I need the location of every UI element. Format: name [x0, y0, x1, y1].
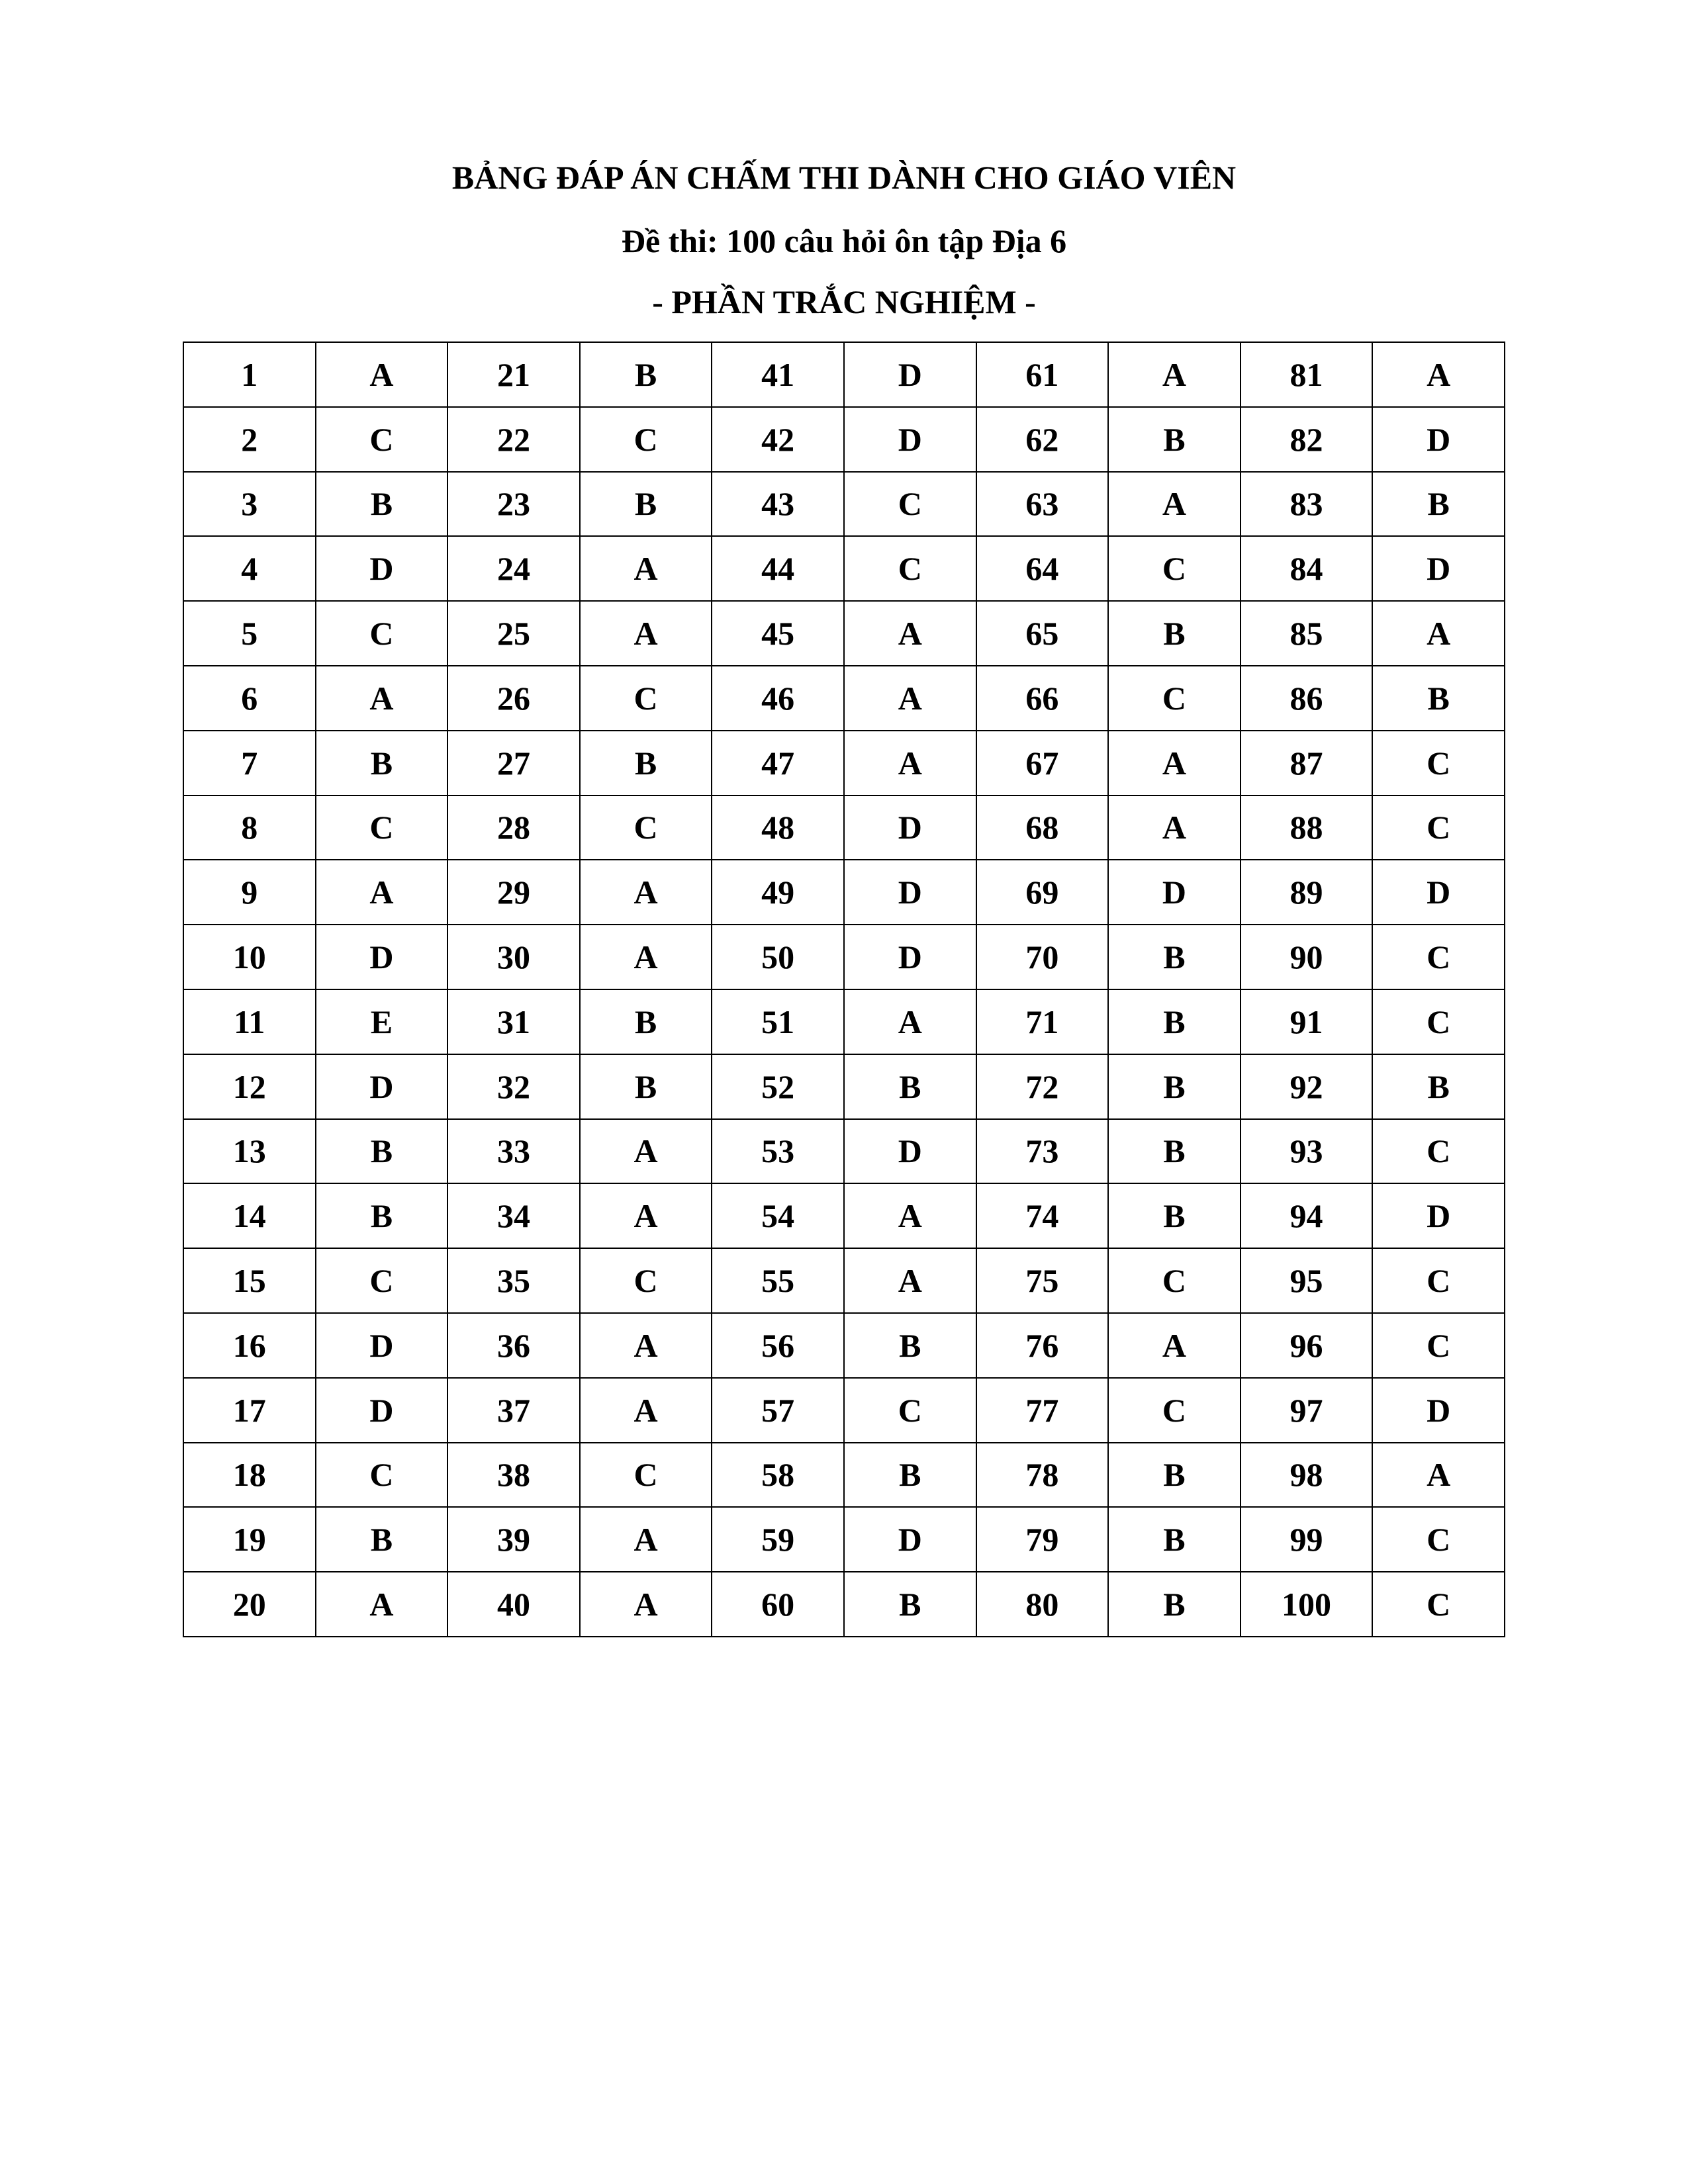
answer-cell: C — [316, 407, 448, 472]
answer-cell: C — [316, 1443, 448, 1508]
question-number-cell: 33 — [447, 1119, 580, 1184]
answer-cell: D — [1372, 1183, 1505, 1248]
question-number-cell: 32 — [447, 1054, 580, 1119]
question-number-cell: 18 — [183, 1443, 316, 1508]
question-number-cell: 76 — [976, 1313, 1109, 1378]
answer-cell: D — [1372, 407, 1505, 472]
question-number-cell: 27 — [447, 731, 580, 796]
answer-cell: D — [1372, 536, 1505, 601]
question-number-cell: 24 — [447, 536, 580, 601]
page-title: BẢNG ĐÁP ÁN CHẤM THI DÀNH CHO GIÁO VIÊN — [451, 159, 1237, 196]
table-row — [183, 796, 1505, 860]
question-number-cell: 89 — [1241, 860, 1373, 925]
question-number-cell: 10 — [183, 925, 316, 989]
question-number-cell: 8 — [183, 796, 316, 860]
table-row — [183, 1507, 1505, 1572]
question-number-cell: 72 — [976, 1054, 1109, 1119]
answer-cell: C — [580, 1248, 712, 1313]
question-number-cell: 97 — [1241, 1378, 1373, 1443]
section-heading: - PHẦN TRẮC NGHIỆM - — [652, 283, 1036, 320]
question-number-cell: 79 — [976, 1507, 1109, 1572]
answer-cell: C — [580, 407, 712, 472]
question-number-cell: 37 — [447, 1378, 580, 1443]
answer-cell: A — [580, 1572, 712, 1637]
answer-cell: A — [1108, 731, 1241, 796]
question-number-cell: 53 — [712, 1119, 844, 1184]
answer-cell: C — [580, 1443, 712, 1508]
answer-cell: A — [316, 1572, 448, 1637]
question-number-cell: 74 — [976, 1183, 1109, 1248]
answer-cell: B — [580, 731, 712, 796]
question-number-cell: 77 — [976, 1378, 1109, 1443]
table-row — [183, 536, 1505, 601]
question-number-cell: 9 — [183, 860, 316, 925]
answer-cell: B — [1372, 666, 1505, 731]
question-number-cell: 94 — [1241, 1183, 1373, 1248]
answer-cell: A — [1108, 796, 1241, 860]
answer-cell: B — [580, 989, 712, 1054]
answer-cell: A — [1108, 1313, 1241, 1378]
question-number-cell: 38 — [447, 1443, 580, 1508]
answer-cell: B — [580, 342, 712, 407]
question-number-cell: 39 — [447, 1507, 580, 1572]
answer-cell: A — [1372, 601, 1505, 666]
answer-cell: B — [1108, 1443, 1241, 1508]
answer-cell: B — [1108, 925, 1241, 989]
answer-cell: C — [844, 472, 976, 537]
answer-cell: B — [1108, 1054, 1241, 1119]
table-row — [183, 731, 1505, 796]
table-row — [183, 601, 1505, 666]
question-number-cell: 30 — [447, 925, 580, 989]
answer-cell: D — [844, 925, 976, 989]
answer-cell: C — [580, 666, 712, 731]
question-number-cell: 19 — [183, 1507, 316, 1572]
question-number-cell: 56 — [712, 1313, 844, 1378]
answer-cell: A — [1372, 342, 1505, 407]
answer-cell: C — [316, 796, 448, 860]
answer-cell: C — [1372, 1572, 1505, 1637]
question-number-cell: 54 — [712, 1183, 844, 1248]
answer-cell: C — [1108, 536, 1241, 601]
answer-cell: D — [316, 1378, 448, 1443]
question-number-cell: 57 — [712, 1378, 844, 1443]
answer-cell: D — [1372, 1378, 1505, 1443]
answer-cell: A — [844, 731, 976, 796]
answer-cell: D — [316, 1054, 448, 1119]
answer-cell: B — [844, 1443, 976, 1508]
answer-cell: B — [316, 1119, 448, 1184]
question-number-cell: 68 — [976, 796, 1109, 860]
answer-cell: B — [316, 1183, 448, 1248]
question-number-cell: 69 — [976, 860, 1109, 925]
question-number-cell: 7 — [183, 731, 316, 796]
table-row — [183, 989, 1505, 1054]
question-number-cell: 85 — [1241, 601, 1373, 666]
answer-cell: A — [580, 601, 712, 666]
question-number-cell: 6 — [183, 666, 316, 731]
answer-cell: C — [1372, 1313, 1505, 1378]
answer-cell: D — [844, 407, 976, 472]
question-number-cell: 82 — [1241, 407, 1373, 472]
answer-cell: D — [844, 1119, 976, 1184]
answer-cell: D — [316, 925, 448, 989]
answer-cell: B — [844, 1572, 976, 1637]
exam-subtitle: Đề thi: 100 câu hỏi ôn tập Địa 6 — [621, 222, 1067, 259]
question-number-cell: 20 — [183, 1572, 316, 1637]
question-number-cell: 45 — [712, 601, 844, 666]
answer-cell: B — [316, 731, 448, 796]
answer-cell: B — [1108, 1183, 1241, 1248]
question-number-cell: 73 — [976, 1119, 1109, 1184]
answer-cell: A — [844, 666, 976, 731]
question-number-cell: 47 — [712, 731, 844, 796]
table-row — [183, 666, 1505, 731]
question-number-cell: 61 — [976, 342, 1109, 407]
answer-cell: B — [1372, 1054, 1505, 1119]
question-number-cell: 28 — [447, 796, 580, 860]
answer-cell: A — [580, 860, 712, 925]
answer-cell: C — [1372, 1119, 1505, 1184]
question-number-cell: 62 — [976, 407, 1109, 472]
answer-cell: A — [844, 601, 976, 666]
question-number-cell: 1 — [183, 342, 316, 407]
answer-cell: B — [1108, 1119, 1241, 1184]
answer-cell: C — [1108, 1248, 1241, 1313]
answer-cell: C — [1108, 666, 1241, 731]
question-number-cell: 5 — [183, 601, 316, 666]
answer-cell: A — [580, 1119, 712, 1184]
question-number-cell: 36 — [447, 1313, 580, 1378]
question-number-cell: 84 — [1241, 536, 1373, 601]
answer-cell: A — [1108, 472, 1241, 537]
answer-cell: B — [580, 472, 712, 537]
question-number-cell: 91 — [1241, 989, 1373, 1054]
question-number-cell: 75 — [976, 1248, 1109, 1313]
table-row — [183, 860, 1505, 925]
question-number-cell: 92 — [1241, 1054, 1373, 1119]
question-number-cell: 50 — [712, 925, 844, 989]
question-number-cell: 99 — [1241, 1507, 1373, 1572]
answer-cell: C — [1372, 989, 1505, 1054]
question-number-cell: 3 — [183, 472, 316, 537]
answer-cell: D — [844, 860, 976, 925]
table-row — [183, 1572, 1505, 1637]
answer-cell: B — [1108, 1572, 1241, 1637]
question-number-cell: 95 — [1241, 1248, 1373, 1313]
answer-cell: A — [580, 1378, 712, 1443]
answer-cell: A — [1372, 1443, 1505, 1508]
question-number-cell: 29 — [447, 860, 580, 925]
question-number-cell: 41 — [712, 342, 844, 407]
answer-cell: A — [844, 1248, 976, 1313]
question-number-cell: 98 — [1241, 1443, 1373, 1508]
answer-cell: B — [580, 1054, 712, 1119]
question-number-cell: 23 — [447, 472, 580, 537]
question-number-cell: 60 — [712, 1572, 844, 1637]
answer-cell: C — [316, 1248, 448, 1313]
table-row — [183, 1248, 1505, 1313]
question-number-cell: 64 — [976, 536, 1109, 601]
answer-cell: C — [844, 536, 976, 601]
answer-cell: C — [1108, 1378, 1241, 1443]
question-number-cell: 65 — [976, 601, 1109, 666]
question-number-cell: 88 — [1241, 796, 1373, 860]
question-number-cell: 51 — [712, 989, 844, 1054]
answer-cell: A — [580, 536, 712, 601]
table-row — [183, 1313, 1505, 1378]
table-row — [183, 1443, 1505, 1508]
question-number-cell: 46 — [712, 666, 844, 731]
answer-cell: C — [1372, 796, 1505, 860]
answer-cell: A — [844, 1183, 976, 1248]
question-number-cell: 90 — [1241, 925, 1373, 989]
table-row — [183, 925, 1505, 989]
answer-cell: B — [1108, 407, 1241, 472]
question-number-cell: 52 — [712, 1054, 844, 1119]
answer-cell: A — [580, 1313, 712, 1378]
answer-cell: A — [580, 925, 712, 989]
question-number-cell: 25 — [447, 601, 580, 666]
answer-cell: C — [1372, 1248, 1505, 1313]
question-number-cell: 44 — [712, 536, 844, 601]
question-number-cell: 40 — [447, 1572, 580, 1637]
question-number-cell: 63 — [976, 472, 1109, 537]
answer-cell: B — [844, 1313, 976, 1378]
answer-key-table — [183, 341, 1505, 1637]
question-number-cell: 43 — [712, 472, 844, 537]
answer-cell: D — [844, 342, 976, 407]
answer-key-body — [183, 342, 1505, 1637]
question-number-cell: 16 — [183, 1313, 316, 1378]
question-number-cell: 55 — [712, 1248, 844, 1313]
answer-cell: D — [844, 1507, 976, 1572]
table-row — [183, 1183, 1505, 1248]
table-row — [183, 1054, 1505, 1119]
question-number-cell: 78 — [976, 1443, 1109, 1508]
question-number-cell: 66 — [976, 666, 1109, 731]
question-number-cell: 35 — [447, 1248, 580, 1313]
answer-cell: C — [1372, 731, 1505, 796]
question-number-cell: 71 — [976, 989, 1109, 1054]
answer-cell: E — [316, 989, 448, 1054]
answer-cell: A — [316, 342, 448, 407]
table-row — [183, 472, 1505, 537]
question-number-cell: 2 — [183, 407, 316, 472]
answer-cell: A — [316, 860, 448, 925]
answer-cell: B — [844, 1054, 976, 1119]
answer-cell: D — [1372, 860, 1505, 925]
question-number-cell: 96 — [1241, 1313, 1373, 1378]
table-row — [183, 407, 1505, 472]
question-number-cell: 100 — [1241, 1572, 1373, 1637]
question-number-cell: 93 — [1241, 1119, 1373, 1184]
answer-cell: B — [1108, 989, 1241, 1054]
question-number-cell: 70 — [976, 925, 1109, 989]
question-number-cell: 42 — [712, 407, 844, 472]
answer-cell: A — [580, 1507, 712, 1572]
question-number-cell: 83 — [1241, 472, 1373, 537]
question-number-cell: 58 — [712, 1443, 844, 1508]
answer-cell: D — [844, 796, 976, 860]
answer-cell: B — [316, 1507, 448, 1572]
question-number-cell: 87 — [1241, 731, 1373, 796]
answer-cell: A — [580, 1183, 712, 1248]
question-number-cell: 21 — [447, 342, 580, 407]
answer-cell: B — [316, 472, 448, 537]
answer-cell: D — [316, 1313, 448, 1378]
answer-cell: C — [316, 601, 448, 666]
question-number-cell: 81 — [1241, 342, 1373, 407]
table-row — [183, 1119, 1505, 1184]
question-number-cell: 80 — [976, 1572, 1109, 1637]
question-number-cell: 13 — [183, 1119, 316, 1184]
question-number-cell: 49 — [712, 860, 844, 925]
question-number-cell: 31 — [447, 989, 580, 1054]
answer-cell: C — [1372, 1507, 1505, 1572]
question-number-cell: 86 — [1241, 666, 1373, 731]
question-number-cell: 14 — [183, 1183, 316, 1248]
answer-cell: C — [844, 1378, 976, 1443]
question-number-cell: 17 — [183, 1378, 316, 1443]
question-number-cell: 59 — [712, 1507, 844, 1572]
question-number-cell: 22 — [447, 407, 580, 472]
answer-cell: A — [844, 989, 976, 1054]
answer-cell: A — [1108, 342, 1241, 407]
question-number-cell: 12 — [183, 1054, 316, 1119]
question-number-cell: 26 — [447, 666, 580, 731]
question-number-cell: 34 — [447, 1183, 580, 1248]
answer-cell: C — [580, 796, 712, 860]
answer-cell: D — [1108, 860, 1241, 925]
answer-cell: C — [1372, 925, 1505, 989]
question-number-cell: 67 — [976, 731, 1109, 796]
answer-cell: D — [316, 536, 448, 601]
answer-cell: B — [1108, 601, 1241, 666]
answer-cell: A — [316, 666, 448, 731]
answer-cell: B — [1108, 1507, 1241, 1572]
question-number-cell: 11 — [183, 989, 316, 1054]
question-number-cell: 48 — [712, 796, 844, 860]
table-row — [183, 1378, 1505, 1443]
answer-cell: B — [1372, 472, 1505, 537]
question-number-cell: 4 — [183, 536, 316, 601]
question-number-cell: 15 — [183, 1248, 316, 1313]
table-row — [183, 342, 1505, 407]
